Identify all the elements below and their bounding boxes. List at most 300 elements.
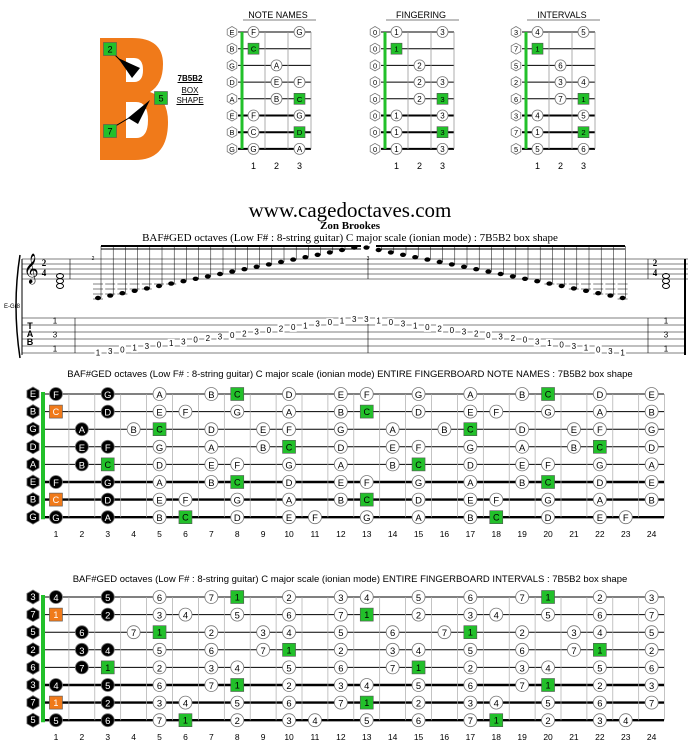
fb-box-note-label: E	[78, 441, 85, 453]
tab-start-chord: 3	[52, 330, 58, 340]
fb-note-label: F	[493, 494, 500, 506]
time-sig-top: 2	[41, 258, 47, 268]
fb-note-label: 7	[519, 680, 525, 691]
tab-number: 2	[205, 334, 211, 344]
fb-note-label: 2	[234, 715, 240, 727]
notation-system	[16, 245, 688, 358]
mini-note-label: 6	[581, 144, 586, 154]
website-url: www.cagedoctaves.com	[248, 198, 452, 222]
fb-note-label: 5	[649, 627, 655, 639]
mini-open-string-label: D	[229, 78, 235, 88]
fb-box-note-label: A	[78, 424, 85, 436]
fb-root-label: 1	[545, 592, 551, 603]
fb-fret-number: 3	[105, 732, 111, 743]
tab-number: 1	[339, 316, 345, 326]
fb-note-label: E	[285, 512, 293, 524]
fb-open-string-label: 3	[30, 592, 36, 603]
fb-note-label: D	[596, 477, 604, 488]
fb-open-string-label: E	[29, 477, 37, 488]
fb-note-label: 3	[260, 627, 266, 639]
fb-note-label: E	[156, 406, 163, 418]
fb-note-label: E	[648, 389, 655, 400]
mini-open-string-label: 7	[513, 44, 519, 54]
fb-root-label: 1	[364, 698, 370, 709]
mini-note-label: 5	[581, 28, 586, 37]
fb-fret-number: 5	[157, 529, 162, 540]
fb-note-label: 6	[338, 662, 344, 674]
fb-note-label: D	[415, 406, 422, 418]
fb-note-label: 3	[208, 662, 214, 674]
fb-note-label: 6	[519, 644, 525, 656]
fb-root-label: 1	[182, 715, 188, 726]
fb-note-label: 7	[208, 592, 214, 603]
fb-note-label: 4	[364, 592, 370, 603]
scale-note	[546, 281, 552, 285]
tab-number: 3	[351, 314, 357, 324]
fb-note-label: 7	[519, 592, 525, 603]
mini-note-label: 2	[417, 78, 422, 88]
fb-root-label: 1	[597, 645, 603, 656]
fb-root-label: C	[363, 495, 371, 506]
tab-number: 0	[327, 318, 333, 328]
measure-num: 3	[366, 256, 370, 262]
fb-note-label: G	[414, 477, 423, 488]
mini-note-label: 1	[394, 128, 399, 138]
mini-open-string-label: E	[229, 111, 235, 121]
tab-start-chord: 1	[52, 316, 58, 326]
fb-note-label: A	[285, 494, 293, 506]
fb-note-label: 3	[286, 715, 292, 727]
scale-note	[241, 267, 247, 271]
mini-note-label: E	[273, 78, 280, 88]
fb-note-label: 3	[390, 644, 396, 656]
fb-note-label: 4	[312, 715, 318, 727]
fb-root-box-label: 1	[53, 610, 59, 621]
fb-open-string-label: B	[29, 494, 37, 506]
fb-root-box-label: 1	[53, 698, 59, 709]
fb-note-label: 4	[182, 697, 189, 709]
fb-note-label: B	[208, 477, 215, 488]
mini-open-string-label: 2	[513, 78, 519, 88]
fb-note-label: B	[648, 494, 655, 506]
mini-root-note-label: D	[296, 128, 303, 138]
mini-open-string-label: 0	[372, 111, 378, 121]
tab-number: 3	[400, 319, 406, 329]
measure-num: 2	[91, 256, 95, 262]
fb-note-label: G	[414, 389, 423, 400]
scale-note	[229, 269, 235, 273]
fb-note-label: G	[363, 512, 371, 524]
fb-note-label: 3	[338, 592, 344, 603]
fb-note-label: 2	[467, 662, 473, 674]
fb-open-string-label: 5	[30, 627, 36, 639]
fb-fret-number: 18	[491, 529, 501, 540]
fb-note-label: F	[493, 406, 500, 418]
fb-fret-number: 2	[79, 732, 85, 743]
scale-note	[498, 272, 504, 276]
scale-note	[315, 253, 321, 257]
tab-number: 0	[595, 345, 601, 355]
fb-note-label: B	[389, 459, 396, 471]
fb-note-label: F	[182, 406, 189, 418]
tab-start-chord: 1	[52, 344, 58, 354]
fb-box-note-label: 4	[53, 592, 59, 603]
scale-note	[193, 277, 199, 281]
fb-note-label: 2	[338, 644, 344, 656]
fb-note-label: 2	[415, 697, 422, 709]
mini-note-label: 3	[440, 144, 445, 154]
scale-note	[595, 291, 601, 295]
mini-fret-number: 1	[393, 160, 400, 171]
fb-root-label: 1	[286, 645, 292, 656]
scale-note	[412, 255, 418, 259]
fb-note-label: E	[337, 389, 344, 400]
fb-note-label: 2	[545, 715, 551, 727]
fb-note-label: D	[518, 424, 526, 436]
mini-chart-title: INTERVALS	[537, 10, 587, 20]
scale-note	[205, 274, 211, 278]
fb-note-label: 5	[545, 609, 551, 621]
fb-note-label: F	[596, 424, 603, 436]
fb-note-label: 6	[286, 697, 292, 709]
scale-subtitle: BAF#GED octaves (Low F# : 8-string guitar) C major scale (ionian mode) : 7B5B2 box shape	[142, 232, 558, 244]
fb-note-label: 4	[286, 627, 292, 639]
scale-note	[119, 291, 125, 295]
fb-fret-number: 11	[310, 529, 320, 540]
mini-open-string-label: 0	[372, 78, 378, 88]
fb-root-label: 1	[545, 680, 551, 691]
mini-open-string-label: 5	[513, 144, 519, 154]
fb-note-label: 5	[234, 609, 240, 621]
tab-number: 2	[278, 324, 284, 334]
fb-fret-number: 23	[621, 529, 631, 540]
scale-note	[485, 269, 491, 273]
tab-number: 3	[144, 342, 150, 352]
mini-note-label: F	[251, 28, 256, 37]
mini-root-note-label: 1	[581, 94, 586, 104]
mini-root-note-label: 1	[394, 44, 399, 54]
author-name: Zon Brookes	[319, 220, 380, 232]
tab-number: 3	[498, 332, 503, 342]
fb-note-label: G	[337, 424, 345, 436]
scale-note	[510, 274, 516, 278]
fb-note-label: D	[596, 389, 604, 400]
tab-number: 1	[168, 338, 174, 348]
fb-fret-number: 14	[387, 732, 398, 743]
fb-box-note-label: 6	[79, 627, 85, 639]
fb-note-label: 3	[467, 697, 473, 709]
fb-note-label: E	[467, 406, 474, 418]
fb-note-label: 5	[467, 644, 473, 656]
fb-note-label: 4	[493, 697, 499, 709]
tab-number: 1	[547, 338, 552, 348]
scale-note	[302, 255, 308, 259]
shape-code: 7B5B2	[177, 74, 203, 83]
scale-note	[132, 289, 138, 293]
fb-fret-number: 2	[79, 529, 85, 540]
fb-note-label: G	[233, 406, 241, 418]
fb-open-string-label: G	[29, 424, 37, 436]
scale-note	[376, 248, 382, 252]
fb-root-label: C	[156, 424, 163, 435]
fb-note-label: 6	[649, 662, 655, 674]
mini-fret-number: 3	[439, 160, 446, 171]
mini-open-string-label: 0	[372, 44, 378, 54]
fb-note-label: 6	[415, 715, 422, 727]
fb-fret-number: 24	[646, 529, 657, 540]
fb-fret-number: 17	[465, 732, 476, 743]
fb-note-label: G	[285, 459, 293, 471]
tab-number: 0	[425, 322, 430, 332]
scale-note	[449, 262, 455, 266]
fb-note-label: 7	[571, 644, 577, 656]
fb-note-label: 7	[131, 627, 137, 639]
fb-fret-number: 19	[517, 529, 527, 540]
fb-fret-number: 11	[310, 732, 320, 743]
fb-note-label: G	[466, 441, 475, 453]
scale-note	[461, 265, 467, 269]
fb-box-note-label: 5	[53, 715, 59, 727]
fb-note-label: 2	[415, 609, 422, 621]
fb-open-string-label: 2	[30, 644, 36, 656]
fb-fret-number: 16	[439, 529, 450, 540]
mini-note-label: B	[273, 94, 280, 104]
fb-fret-number: 1	[53, 529, 59, 540]
fb-note-label: 4	[623, 715, 629, 727]
tab-number: 1	[95, 348, 101, 358]
fb-fret-number: 6	[183, 732, 188, 743]
fb-note-label: 5	[415, 680, 422, 691]
scale-note	[339, 248, 345, 252]
fb-note-label: D	[233, 512, 241, 524]
fb-note-label: B	[208, 389, 215, 400]
tab-number: 3	[534, 337, 540, 347]
fb-fret-number: 10	[284, 732, 294, 743]
mini-open-string-label: 0	[372, 144, 378, 154]
mini-note-label: G	[296, 111, 303, 121]
scale-note	[266, 262, 272, 266]
tab-number: 1	[376, 316, 381, 326]
fb-note-label: 5	[597, 662, 603, 674]
fb-note-label: B	[156, 512, 163, 524]
fb-box-note-label: 4	[53, 680, 59, 691]
fb-note-label: B	[260, 441, 267, 453]
fb-note-label: E	[467, 494, 474, 506]
fb-note-label: A	[285, 406, 293, 418]
fb-note-label: A	[156, 389, 163, 400]
mini-open-string-label: 7	[513, 128, 519, 138]
fb-fret-number: 3	[105, 529, 111, 540]
tab-number: 3	[608, 346, 613, 356]
tab-number: 0	[156, 340, 162, 350]
scale-note	[522, 277, 528, 281]
tab-number: 1	[303, 321, 308, 331]
chord-note-end	[663, 284, 670, 289]
b-marker-2-label: 2	[107, 44, 113, 55]
fb-note-label: D	[285, 477, 293, 488]
mini-note-label: 4	[535, 28, 540, 37]
fb-note-label: 2	[208, 627, 214, 639]
fb-open-string-label: 7	[30, 697, 36, 709]
mini-fret-number: 3	[580, 160, 587, 171]
tab-number: 0	[229, 330, 235, 340]
fb-fret-number: 10	[284, 529, 294, 540]
fb-note-label: 3	[519, 662, 525, 674]
fb-note-label: B	[337, 406, 344, 418]
fb-note-label: 7	[649, 609, 655, 621]
fb-note-label: 3	[649, 592, 655, 603]
mini-note-label: 1	[394, 28, 399, 37]
tab-number: 3	[571, 342, 577, 352]
fb-note-label: D	[648, 441, 656, 453]
tab-number: 2	[510, 334, 516, 344]
fb-root-label: C	[596, 442, 604, 453]
mini-open-string-label: 0	[372, 94, 378, 104]
fb-note-label: D	[415, 494, 422, 506]
fb-note-label: 4	[415, 644, 422, 656]
fb-fret-number: 5	[157, 732, 162, 743]
mini-chart-title: NOTE NAMES	[248, 10, 308, 20]
tab-number: 3	[217, 332, 223, 342]
fb-note-label: 3	[597, 715, 603, 727]
scale-note	[327, 250, 333, 254]
fb-fret-number: 13	[362, 732, 372, 743]
clef-label: E-Gr8	[3, 304, 21, 310]
scale-note	[278, 260, 284, 264]
fb-note-label: G	[647, 424, 656, 436]
mini-root-note-label: 1	[535, 44, 540, 54]
mini-fret-number: 2	[557, 160, 564, 171]
fb-fret-number: 20	[543, 732, 553, 743]
fb-note-label: 3	[649, 680, 655, 691]
fb-note-label: 3	[571, 627, 577, 639]
fb-note-label: E	[648, 477, 655, 488]
fb-note-label: 3	[156, 697, 163, 709]
fb-root-label: 1	[493, 715, 499, 726]
fb-note-label: 4	[182, 609, 189, 621]
fb-root-label: C	[363, 407, 371, 418]
mini-fret-number: 2	[416, 160, 423, 171]
fb-box-note-label: F	[53, 389, 59, 400]
fb-note-label: 6	[597, 697, 603, 709]
fb-open-string-label: G	[29, 512, 37, 524]
mini-note-label: 1	[394, 111, 399, 121]
fb-fret-number: 9	[260, 529, 266, 540]
fb-note-label: D	[156, 459, 163, 471]
tab-number: 0	[120, 345, 125, 355]
fb-note-label: 7	[156, 715, 163, 727]
tab-number: 1	[132, 343, 137, 353]
b-marker-5-label: 5	[158, 93, 164, 104]
fb-root-label: 1	[157, 627, 163, 638]
tab-number: 0	[388, 318, 394, 328]
tab-number: 1	[583, 343, 589, 353]
fb-open-string-label: 7	[30, 609, 36, 621]
mini-note-label: 7	[558, 94, 563, 104]
tab-number: 1	[620, 348, 625, 358]
scale-note	[217, 272, 223, 276]
fb-fret-number: 6	[183, 529, 188, 540]
mini-fret-number: 1	[250, 160, 257, 171]
fb-note-label: D	[207, 424, 215, 436]
fb-note-label: 2	[597, 680, 603, 691]
fb-fret-number: 16	[439, 732, 450, 743]
fb-note-label: A	[208, 441, 215, 453]
fb-box-note-label: 2	[105, 609, 111, 621]
fb-note-label: G	[155, 441, 164, 453]
fb-note-label: 3	[338, 680, 344, 691]
fb-note-label: A	[337, 459, 344, 471]
fb-box-note-label: 5	[105, 680, 111, 691]
scale-note	[571, 286, 577, 290]
fb-note-label: 6	[156, 680, 163, 691]
fb-note-label: 5	[286, 662, 292, 674]
scale-note	[156, 284, 162, 288]
mini-open-string-label: 0	[372, 61, 378, 71]
fb-fret-number: 12	[336, 529, 346, 540]
fb-note-label: 7	[441, 627, 448, 639]
scale-note	[534, 279, 540, 283]
scale-note	[290, 257, 296, 261]
fb-note-label: E	[570, 424, 578, 436]
fb-note-label: A	[596, 406, 603, 418]
tab-number: 3	[181, 337, 186, 347]
mini-open-string-label: B	[229, 44, 235, 54]
mini-note-label: 1	[535, 128, 540, 138]
fb-note-label: D	[337, 441, 345, 453]
fb-root-label: C	[285, 442, 293, 453]
tab-number: 0	[266, 326, 272, 336]
fb-root-label: C	[182, 512, 189, 523]
fb-root-box-label: C	[52, 407, 60, 418]
mini-open-string-label: 5	[513, 61, 519, 71]
fb-note-label: 6	[597, 609, 603, 621]
tab-number: 0	[559, 340, 564, 350]
fingerboard-note-names	[43, 389, 665, 519]
fb-note-label: G	[544, 406, 552, 418]
fb-fret-number: 8	[234, 529, 240, 540]
fb-box-note-label: G	[104, 477, 112, 488]
fb-box-note-label: D	[104, 406, 112, 418]
fb-open-string-label: 3	[30, 680, 36, 691]
scale-note	[620, 296, 626, 300]
scale-note	[168, 281, 174, 285]
fb-note-label: E	[389, 441, 396, 453]
fb-box-note-label: 5	[105, 592, 111, 603]
fb-note-label: A	[467, 477, 474, 488]
fb-note-label: A	[415, 512, 422, 524]
fb-fret-number: 23	[621, 732, 631, 743]
fingerboard-intervals	[43, 592, 665, 722]
fb-fret-number: 14	[387, 529, 398, 540]
fb-root-label: C	[544, 389, 552, 400]
fb-note-label: 2	[597, 592, 603, 603]
tab-number: 0	[522, 335, 528, 345]
mini-note-label: 2	[417, 61, 422, 71]
tab-letter: B	[26, 337, 34, 347]
fb-fret-number: 15	[413, 732, 424, 743]
scale-note	[95, 296, 101, 300]
tab-number: 1	[412, 321, 418, 331]
fb-note-label: 5	[234, 697, 240, 709]
mini-note-label: 3	[440, 28, 445, 37]
fb-note-label: 7	[338, 697, 344, 709]
fb-fret-number: 18	[491, 732, 501, 743]
fb-note-label: G	[544, 494, 552, 506]
scale-note	[559, 284, 565, 288]
fb-note-label: F	[363, 477, 370, 488]
fb-fret-number: 21	[569, 529, 579, 540]
